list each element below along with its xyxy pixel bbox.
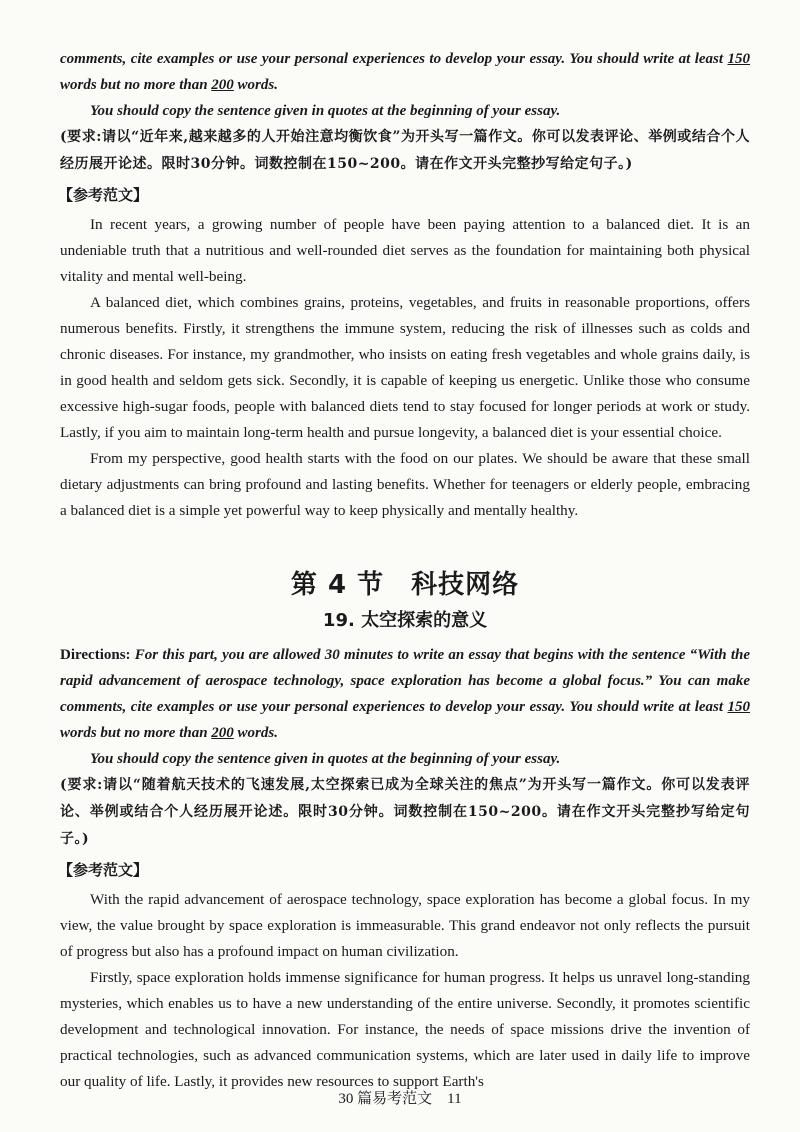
instructions-continued: comments, cite examples or use your personal experiences to develop your essay. You should write at least 150 words but no more than 200 words. bbox=[60, 51, 750, 93]
essay-paragraph: With the rapid advancement of aerospace technology, space exploration has become a global focus. In my view, the value brought by space exploration is immeasurable. This grand endeavor not only reflects the pursuit of progress but also has a profound impact on human civilization. bbox=[60, 891, 750, 960]
copy-sentence-instruction: You should copy the sentence given in quotes at the beginning of your essay. bbox=[90, 103, 561, 119]
essay-paragraph: In recent years, a growing number of people have been paying attention to a balanced diet. It is an undeniable truth that a nutritious and well-rounded diet serves as the foundation for maintaining both physical vitality and mental well-being. bbox=[60, 216, 750, 285]
essay-paragraph: From my perspective, good health starts with the food on our plates. We should be aware that these small dietary adjustments can bring profound and lasting benefits. Whether for teenagers or elderly people, embracing a balanced diet is a simple yet powerful way to keep physically and mentally healthy. bbox=[60, 450, 750, 519]
document-page bbox=[60, 46, 750, 1095]
copy-sentence-instruction: You should copy the sentence given in quotes at the beginning of your essay. bbox=[90, 751, 561, 767]
section-title: 第 4 节 科技网络 bbox=[290, 570, 520, 600]
directions-label: Directions: bbox=[60, 647, 131, 663]
max-words: 200 bbox=[211, 77, 234, 93]
topic-title: 19. 太空探索的意义 bbox=[322, 610, 488, 631]
page-footer: 30 篇易考范文 11 bbox=[338, 1091, 462, 1107]
reference-essay-label: 【参考范文】 bbox=[58, 186, 149, 204]
essay-paragraph: A balanced diet, which combines grains, proteins, vegetables, and fruits in reasonable proportions, offers numerous benefits. Firstly, it strengthens the immune system, reducing the risk of illnesses such as colds and chronic diseases. For instance, my grandmother, who insists on eating fresh vegetables and whole grains daily, is in good health and seldom gets sick. Secondly, it is capable of keeping us energetic. Unlike those who consume excessive high-sugar foods, people with balanced diets tend to stay focused for longer periods at work or study. Lastly, if you aim to maintain long-term health and pursue longevity, a balanced diet is your essential choice. bbox=[60, 294, 750, 441]
directions: Directions: For this part, you are allowed 30 minutes to write an essay that begins with the sentence “With the rapid advancement of aerospace technology, space exploration has become a global focus.” You can make comments, cite examples or use your personal experiences to develop your essay. You should write at least 150 words but no more than 200 words. bbox=[60, 647, 750, 741]
reference-essay-label: 【参考范文】 bbox=[58, 861, 149, 879]
chinese-requirement: (要求:请以“随着航天技术的飞速发展,太空探索已成为全球关注的焦点”为开头写一篇作文。你可以发表评论、举例或结合个人经历展开论述。限时30分钟。词数控制在150~200。请在作文开头完整抄写给定句子。) bbox=[60, 777, 750, 847]
essay-paragraph: Firstly, space exploration holds immense significance for human progress. It helps us unravel long-standing mysteries, which enables us to have a new understanding of the entire universe. Secondly, it promotes scientific development and technological innovation. For instance, the needs of space missions drive the invention of practical technologies, such as advanced communication systems, which are later used in daily life to improve our quality of life. Lastly, it provides new resources to support Earth's bbox=[60, 969, 750, 1090]
max-words: 200 bbox=[211, 725, 234, 741]
chinese-requirement: (要求:请以“近年来,越来越多的人开始注意均衡饮食”为开头写一篇作文。你可以发表评论、举例或结合个人经历展开论述。限时30分钟。词数控制在150~200。请在作文开头完整抄写给定句子。) bbox=[60, 129, 750, 172]
min-words: 150 bbox=[727, 51, 750, 67]
min-words: 150 bbox=[727, 699, 750, 715]
